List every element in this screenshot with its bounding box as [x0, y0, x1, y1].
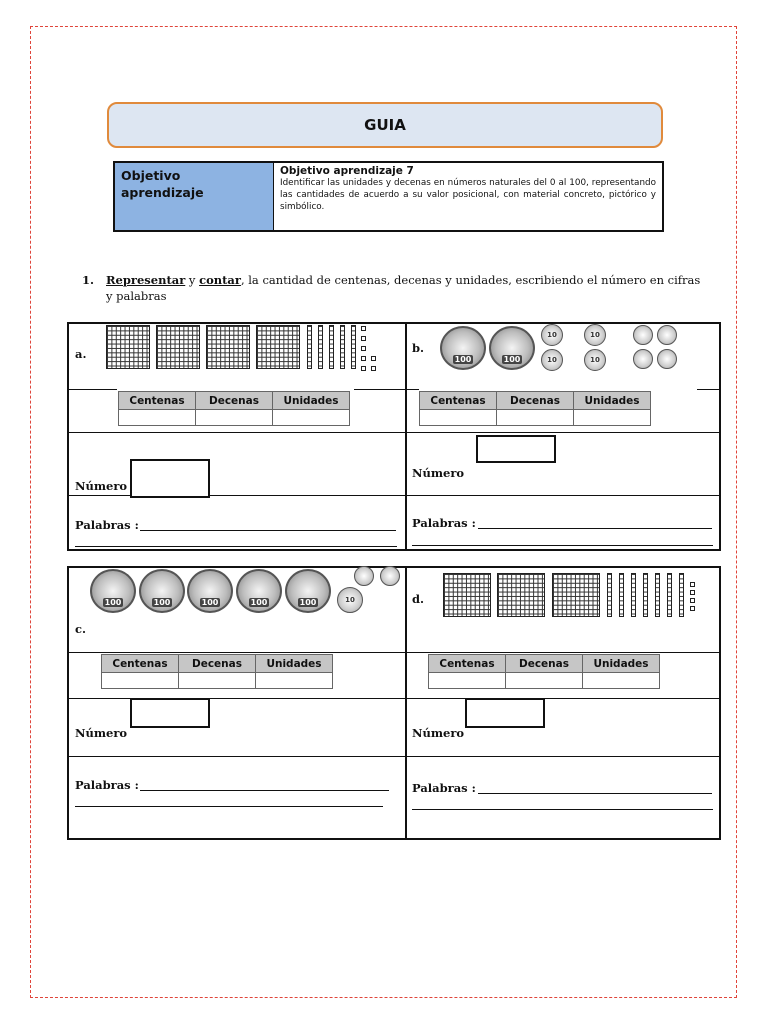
- exercise-a-letter: a.: [75, 347, 87, 361]
- ten-rod: [655, 573, 660, 617]
- header-decenas: Decenas: [497, 392, 574, 410]
- unit-cube: [690, 590, 695, 595]
- coin-value: 100: [153, 598, 171, 607]
- numero-box-d[interactable]: [465, 698, 545, 728]
- coin-10: [337, 587, 363, 613]
- header-decenas: Decenas: [506, 655, 583, 673]
- header-decenas: Decenas: [196, 392, 273, 410]
- hundred-flat: [106, 325, 150, 369]
- coin-1: [633, 349, 653, 369]
- coin-10: [584, 349, 606, 371]
- header-unidades: Unidades: [583, 655, 660, 673]
- unit-cube: [690, 598, 695, 603]
- instruction-rest: , la cantidad de centenas, decenas y unidades, escribiendo el número en cifras: [240, 273, 701, 287]
- header-centenas: Centenas: [420, 392, 497, 410]
- coin-1: [633, 325, 653, 345]
- coin-10: [584, 324, 606, 346]
- coin-value: 10: [547, 356, 557, 364]
- ten-rod: [607, 573, 612, 617]
- numero-box-c[interactable]: [130, 698, 210, 728]
- palabras-label: Palabras :: [412, 516, 476, 530]
- unit-cube: [690, 582, 695, 587]
- palabras-label: Palabras :: [75, 518, 139, 532]
- header-decenas: Decenas: [179, 655, 256, 673]
- row-line: [69, 389, 117, 390]
- unit-cube: [371, 356, 376, 361]
- hundred-flat: [497, 573, 545, 617]
- header-centenas: Centenas: [102, 655, 179, 673]
- ten-rod: [619, 573, 624, 617]
- numero-box-b[interactable]: [476, 435, 556, 463]
- numero-label: Número: [75, 726, 128, 740]
- centenas-cell[interactable]: [119, 410, 196, 426]
- centenas-cell[interactable]: [429, 673, 506, 689]
- hundred-flat: [256, 325, 300, 369]
- ten-rod: [631, 573, 636, 617]
- row-line: [69, 652, 721, 653]
- ten-rod: [351, 325, 356, 369]
- exercise-b-letter: b.: [412, 341, 425, 355]
- palabras-line[interactable]: [140, 530, 396, 531]
- instruction-number: 1.: [82, 273, 95, 287]
- decenas-cell[interactable]: [506, 673, 583, 689]
- coin-100: [236, 569, 282, 613]
- objective-text: Identificar las unidades y decenas en números naturales del 0 al 100, representando las cantidades de acuerdo a su valor posicional, con material concreto, pictórico y simbólico.: [280, 178, 656, 212]
- coin-value: 100: [454, 355, 472, 364]
- palabras-label: Palabras :: [75, 778, 139, 792]
- decenas-cell[interactable]: [179, 673, 256, 689]
- unit-cube: [361, 336, 366, 341]
- coin-value: 100: [299, 598, 317, 607]
- row-line: [407, 495, 721, 496]
- numero-label: Número: [412, 466, 465, 480]
- palabras-line[interactable]: [412, 545, 713, 546]
- row-line: [69, 432, 721, 433]
- place-value-table-b: [419, 391, 651, 426]
- unit-cube: [361, 356, 366, 361]
- coin-value: 100: [201, 598, 219, 607]
- coin-value: 100: [250, 598, 268, 607]
- decenas-cell[interactable]: [497, 410, 574, 426]
- palabras-line[interactable]: [140, 790, 389, 791]
- palabras-label: Palabras :: [412, 781, 476, 795]
- row-line: [69, 495, 405, 496]
- hundred-flat: [206, 325, 250, 369]
- header-unidades: Unidades: [574, 392, 651, 410]
- coin-10: [541, 349, 563, 371]
- row-line: [697, 389, 721, 390]
- exercise-c-letter: c.: [75, 622, 87, 636]
- coin-100: [440, 326, 486, 370]
- unit-cube: [361, 326, 366, 331]
- header-centenas: Centenas: [119, 392, 196, 410]
- unidades-cell[interactable]: [583, 673, 660, 689]
- coin-value: 10: [590, 356, 600, 364]
- page-title: [107, 102, 663, 148]
- objective-content: [274, 163, 662, 230]
- ten-rod: [329, 325, 334, 369]
- row-line: [354, 389, 407, 390]
- unidades-cell[interactable]: [574, 410, 651, 426]
- coin-100: [489, 326, 535, 370]
- row-line: [407, 389, 419, 390]
- ten-rod: [679, 573, 684, 617]
- unidades-cell[interactable]: [256, 673, 333, 689]
- place-value-table-a: [118, 391, 350, 426]
- ten-rod: [643, 573, 648, 617]
- palabras-line[interactable]: [75, 546, 397, 547]
- objective-title: Objetivo aprendizaje 7: [280, 165, 414, 177]
- instruction-word-representar: Representar: [106, 273, 186, 287]
- instruction-line2: y palabras: [106, 289, 167, 303]
- ten-rod: [667, 573, 672, 617]
- coin-value: 10: [547, 331, 557, 339]
- row-line: [69, 756, 721, 757]
- coin-value: 100: [104, 598, 122, 607]
- centenas-cell[interactable]: [420, 410, 497, 426]
- coin-100: [285, 569, 331, 613]
- grid-divider: [405, 568, 407, 838]
- unit-cube: [371, 366, 376, 371]
- coin-100: [90, 569, 136, 613]
- coin-1: [657, 349, 677, 369]
- palabras-line[interactable]: [478, 528, 712, 529]
- ten-rod: [307, 325, 312, 369]
- unit-cube: [361, 366, 366, 371]
- decenas-cell[interactable]: [196, 410, 273, 426]
- header-unidades: Unidades: [273, 392, 350, 410]
- header-centenas: Centenas: [429, 655, 506, 673]
- hundred-flat: [552, 573, 600, 617]
- coin-1: [657, 325, 677, 345]
- hundred-flat: [443, 573, 491, 617]
- title-text: GUIA: [364, 116, 406, 134]
- coin-100: [139, 569, 185, 613]
- hundred-flat: [156, 325, 200, 369]
- unit-cube: [690, 606, 695, 611]
- place-value-table-c: [101, 654, 333, 689]
- numero-label: Número: [75, 479, 128, 493]
- instruction: [82, 272, 712, 304]
- coin-value: 10: [590, 331, 600, 339]
- numero-box-a[interactable]: [130, 459, 210, 498]
- coin-100: [187, 569, 233, 613]
- header-unidades: Unidades: [256, 655, 333, 673]
- unit-cube: [361, 346, 366, 351]
- palabras-line[interactable]: [75, 806, 383, 807]
- grid-divider: [405, 324, 407, 549]
- instruction-word-contar: contar: [199, 273, 241, 287]
- ten-rod: [318, 325, 323, 369]
- coin-value: 10: [345, 596, 355, 604]
- objective-table: [113, 161, 664, 232]
- unidades-cell[interactable]: [273, 410, 350, 426]
- ten-rod: [340, 325, 345, 369]
- numero-label: Número: [412, 726, 465, 740]
- coin-value: 100: [503, 355, 521, 364]
- palabras-line[interactable]: [412, 809, 713, 810]
- coin-10: [541, 324, 563, 346]
- objective-label: Objetivo aprendizaje: [115, 163, 274, 230]
- place-value-table-d: [428, 654, 660, 689]
- exercise-d-letter: d.: [412, 592, 425, 606]
- centenas-cell[interactable]: [102, 673, 179, 689]
- palabras-line[interactable]: [478, 793, 712, 794]
- coin-1: [354, 566, 374, 586]
- instruction-y: y: [188, 273, 196, 287]
- coin-1: [380, 566, 400, 586]
